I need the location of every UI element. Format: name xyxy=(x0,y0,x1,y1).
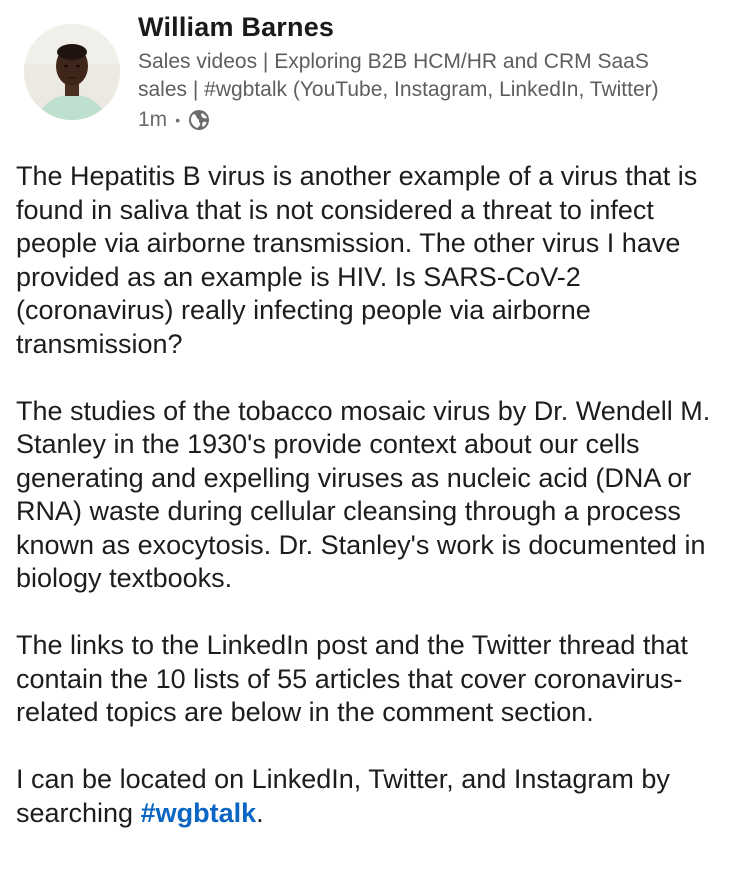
globe-icon xyxy=(188,109,210,131)
post-paragraph: The links to the LinkedIn post and the Twitter thread that contain the 10 lists of 55 articles that cover coronavirus-related topics are below in the comment section. xyxy=(16,630,688,727)
post-paragraph: The studies of the tobacco mosaic virus by Dr. Wendell M. Stanley in the 1930's provide context about our cells generating and expelling viruses as nucleic acid (DNA or RNA) waste during cellular cleansing through a process known as exocytosis. Dr. Stanley's work is documented in biology textbooks. xyxy=(16,395,711,593)
post-timestamp: 1m xyxy=(138,108,168,131)
author-meta xyxy=(138,10,738,134)
closing-punct: . xyxy=(256,797,264,828)
author-headline: Sales videos | Exploring B2B HCM/HR and CRM SaaS sales | #wgbtalk (YouTube, Instagram, LinkedIn, Twitter) xyxy=(138,50,659,101)
post-paragraph: The Hepatitis B virus is another example of a virus that is found in saliva that is not considered a threat to infect people via airborne transmission. The other virus I have provided as an example is HIV. Is SARS-CoV-2 (coronavirus) really infecting people via airborne transmission? xyxy=(16,161,698,359)
hashtag-link[interactable]: #wgbtalk xyxy=(140,797,257,828)
separator-dot: • xyxy=(175,112,181,128)
post-time-row xyxy=(138,106,738,134)
post-header xyxy=(0,0,750,150)
closing-text: I can be located on LinkedIn, Twitter, and Instagram by searching xyxy=(16,764,670,828)
avatar[interactable] xyxy=(24,24,120,120)
profile-photo xyxy=(24,24,120,120)
author-name[interactable]: William Barnes xyxy=(138,12,335,42)
post-body xyxy=(16,160,742,830)
post-closing-paragraph xyxy=(16,763,742,830)
